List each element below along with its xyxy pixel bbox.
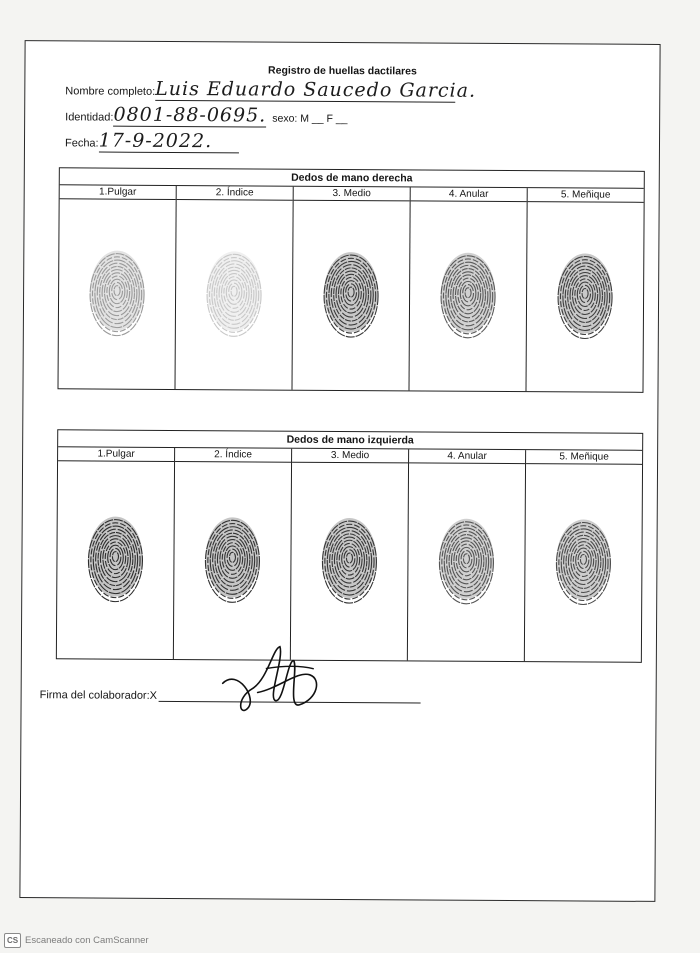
fingerprint-impression [82,244,153,344]
left-finger-cell [408,449,526,661]
fingerprint-impression [431,512,502,612]
full-name-label: Nombre completo: [65,85,156,98]
left-finger-cell [525,450,642,662]
date-field [65,129,239,153]
right-finger-label: 1.Pulgar [60,185,176,200]
right-fingerprint-slot [59,199,176,389]
left-hand-table [56,429,643,663]
right-finger-cell [59,185,177,389]
right-finger-cell [292,187,410,391]
left-finger-cell [174,448,292,660]
right-finger-label: 3. Medio [294,187,410,202]
full-name-value: Luis Eduardo Saucedo Garcia. [155,77,477,102]
identity-label: Identidad: [65,111,114,124]
fingerprint-impression [316,245,387,345]
left-fingerprint-slot [174,462,291,660]
document-title: Registro de huellas dactilares [268,64,417,78]
left-finger-label: 2. Índice [175,448,291,463]
right-finger-label: 5. Meñique [528,188,644,203]
identity-field [65,103,348,128]
left-fingerprint-slot [408,463,525,661]
right-finger-label: 4. Anular [411,187,527,202]
left-hand-title: Dedos de mano izquierda [58,430,642,451]
fingerprint-form-sheet [19,40,660,902]
left-finger-label: 1.Pulgar [58,447,174,462]
left-fingerprint-slot [57,461,174,659]
fingerprint-impression [550,247,621,347]
right-fingerprint-slot [292,201,409,391]
right-finger-label: 2. Índice [177,186,293,201]
fingerprint-impression [199,245,270,345]
fingerprint-impression [197,511,268,611]
left-finger-label: 5. Meñique [526,450,642,465]
fingerprint-impression [314,511,385,611]
scanner-footer [4,933,149,948]
fingerprint-impression [433,246,504,346]
right-fingerprint-slot [526,202,643,392]
right-finger-cell [526,188,643,392]
right-hand-table [57,167,644,393]
right-finger-cell [175,186,293,390]
left-finger-cell [57,447,175,659]
right-finger-cell [409,187,527,391]
right-fingerprint-slot [409,201,526,391]
left-finger-cell [291,449,409,661]
fingerprint-impression [548,513,619,613]
scanner-footer-text: Escaneado con CamScanner [25,935,149,946]
left-fingerprint-slot [291,463,408,661]
right-hand-title: Dedos de mano derecha [60,168,644,189]
left-finger-label: 3. Medio [292,449,408,464]
date-value: 17-9-2022. [99,130,239,154]
date-label: Fecha: [64,137,99,150]
camscanner-logo-icon: CS [4,933,21,948]
fingerprint-impression [80,510,151,610]
signature-label: Firma del colaborador: [39,689,150,702]
identity-value: 0801-88-0695. [113,103,267,127]
full-name-field [65,77,477,102]
handwritten-signature [217,638,327,719]
left-finger-label: 4. Anular [409,449,525,464]
signature-x-mark: X [149,689,158,702]
left-fingerprint-slot [525,464,642,662]
sex-label: sexo: M __ F __ [272,112,348,126]
right-fingerprint-slot [175,200,292,390]
